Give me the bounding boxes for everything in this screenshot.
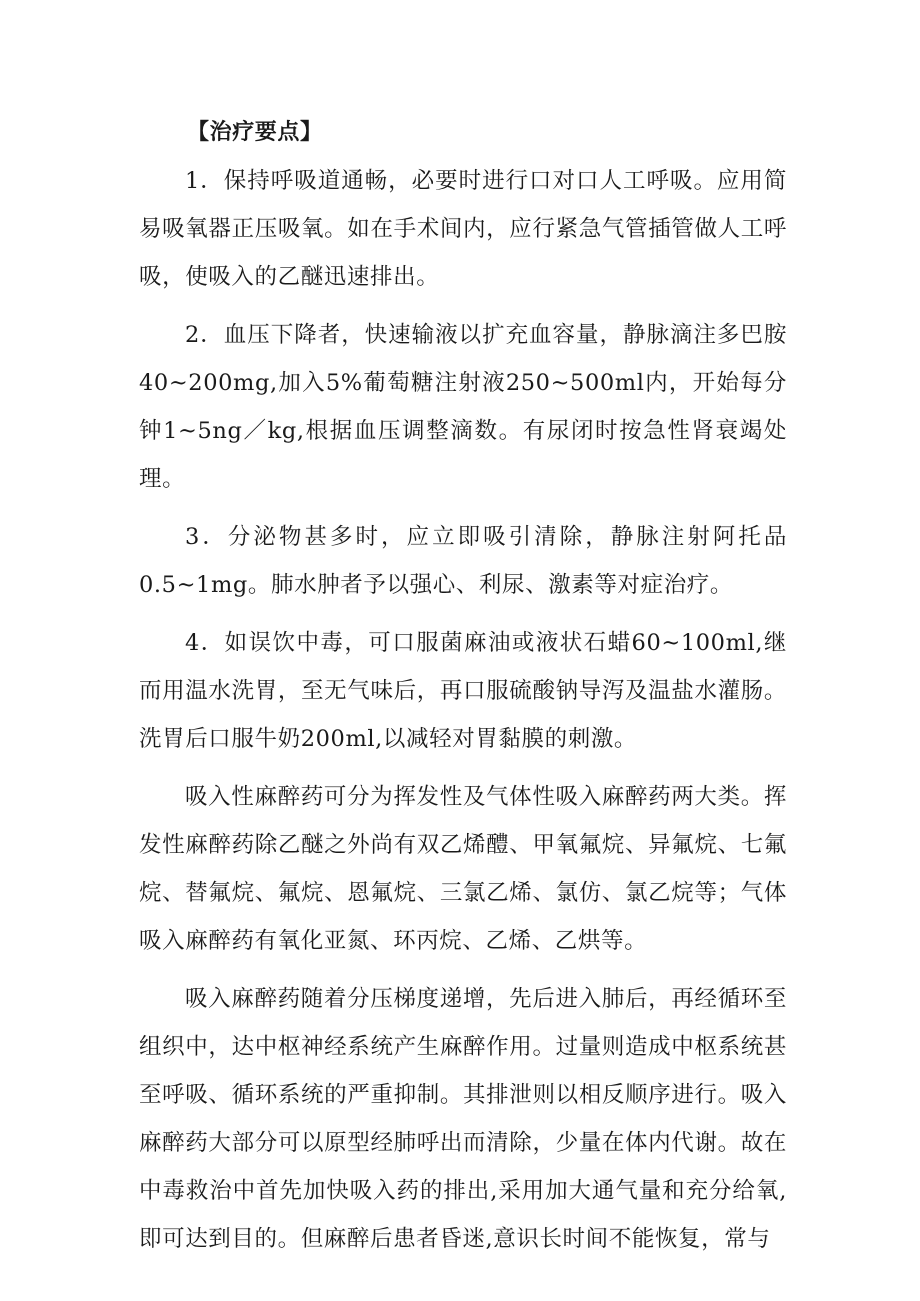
treatment-point-4: 4．如误饮中毒，可口服菌麻油或液状石蜡60~100ml,继而用温水洗胃，至无气味后，再口服硫酸钠导泻及温盐水灌肠。洗胃后口服牛奶200ml,以减轻对胃黏膜的刺激。	[139, 630, 787, 752]
treatment-point-2: 2．血压下降者，快速输液以扩充血容量，静脉滴注多巴胺40~200mg,加入5%葡萄糖注射液250~500ml内，开始每分钟1~5ng／kg,根据血压调整滴数。有尿闭时按急性肾衰竭处理。	[139, 322, 787, 492]
document-body	[139, 113, 787, 1273]
treatment-point-3: 3．分泌物甚多时，应立即吸引清除，静脉注射阿托品0.5~1mg。肺水肿者予以强心、利尿、激素等对症治疗。	[139, 524, 787, 598]
treatment-point-1: 1．保持呼吸道通畅，必要时进行口对口人工呼吸。应用简易吸氧器正压吸氧。如在手术间内，应行紧急气管插管做人工呼吸，使吸入的乙醚迅速排出。	[139, 168, 787, 290]
body-paragraph-classification: 吸入性麻醉药可分为挥发性及气体性吸入麻醉药两大类。挥发性麻醉药除乙醚之外尚有双乙烯醴、甲氧氟烷、异氟烷、七氟烷、替氟烷、氟烷、恩氟烷、三氯乙烯、氯仿、氯乙烷等；气体吸入麻醉药有氧化亚氮、环丙烷、乙烯、乙烘等。	[139, 784, 787, 954]
section-heading: 【治疗要点】	[187, 120, 323, 145]
body-paragraph-mechanism: 吸入麻醉药随着分压梯度递增，先后进入肺后，再经循环至组织中，达中枢神经系统产生麻醉作用。过量则造成中枢系统甚至呼吸、循环系统的严重抑制。其排泄则以相反顺序进行。吸入麻醉药大部分可以原型经肺呼出而清除，少量在体内代谢。故在中毒救治中首先加快吸入药的排出,采用加大通气量和充分给氧,即可达到目的。但麻醉后患者昏迷,意识长时间不能恢复，常与	[139, 986, 787, 1252]
